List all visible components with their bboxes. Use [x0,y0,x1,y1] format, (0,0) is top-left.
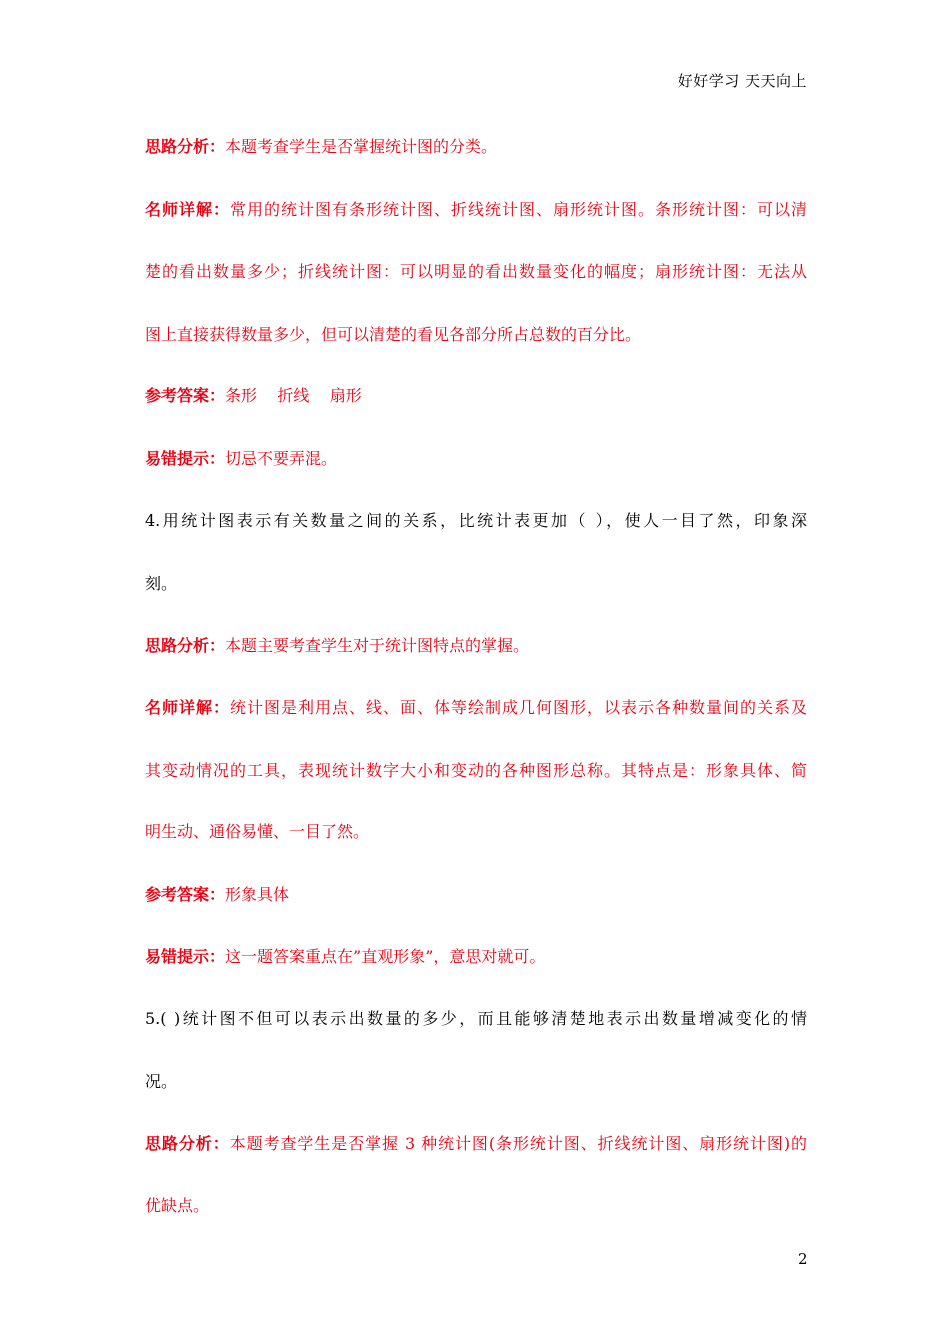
analysis-line-1 [145,137,807,157]
analysis-text: 本题考查学生是否掌握 3 种统计图(条形统计图、折线统计图、扇形统计图)的 [229,1134,807,1153]
explanation-line-2: 楚的看出数量多少；折线统计图：可以明显的看出数量变化的幅度；扇形统计图：无法从 [145,262,807,281]
question-4-line-2: 刻。 [145,574,178,593]
analysis-text: 本题考查学生是否掌握统计图的分类。 [225,137,498,156]
analysis-line-4: 优缺点。 [145,1196,210,1215]
analysis-line-3 [145,1134,807,1154]
answer-label: 参考答案： [145,386,226,405]
explanation-line-4 [145,698,807,718]
error-tip-label: 易错提示： [145,947,226,966]
explanation-text: 统计图是利用点、线、面、体等绘制成几何图形，以表示各种数量间的关系及 [230,698,807,717]
explanation-label: 名师详解： [145,200,230,219]
answer-text: 条形 折线 扇形 [225,386,362,405]
answer-line-2 [145,885,807,905]
analysis-line-2 [145,636,807,656]
explanation-text: 常用的统计图有条形统计图、折线统计图、扇形统计图。条形统计图：可以清 [230,200,807,219]
error-tip-line [145,449,807,469]
error-tip-text: 切忌不要弄混。 [225,449,338,468]
explanation-line-1 [145,200,807,220]
question-5-line-1: 5.( )统计图不但可以表示出数量的多少，而且能够清楚地表示出数量增减变化的情 [145,1009,807,1028]
explanation-line-6: 明生动、通俗易懂、一目了然。 [145,822,370,841]
analysis-label: 思路分析： [145,636,226,655]
error-tip-line-2 [145,947,807,967]
question-4-line-1: 4.用统计图表示有关数量之间的关系，比统计表更加（ ），使人一目了然，印象深 [145,511,807,530]
explanation-label: 名师详解： [145,698,230,717]
question-5-line-2: 况。 [145,1072,178,1091]
error-tip-text: 这一题答案重点在”直观形象”，意思对就可。 [225,947,546,966]
explanation-line-5: 其变动情况的工具，表现统计数字大小和变动的各种图形总称。其特点是：形象具体、简 [145,761,807,780]
answer-text: 形象具体 [225,885,290,904]
answer-label: 参考答案： [145,885,226,904]
analysis-label: 思路分析： [145,137,226,156]
answer-line [145,386,807,406]
analysis-text: 本题主要考查学生对于统计图特点的掌握。 [225,636,530,655]
explanation-line-3: 图上直接获得数量多少，但可以清楚的看见各部分所占总数的百分比。 [145,325,642,344]
error-tip-label: 易错提示： [145,449,226,468]
page-header: 好好学习 天天向上 [677,72,807,90]
page-number: 2 [798,1250,808,1268]
analysis-label: 思路分析： [145,1134,230,1153]
